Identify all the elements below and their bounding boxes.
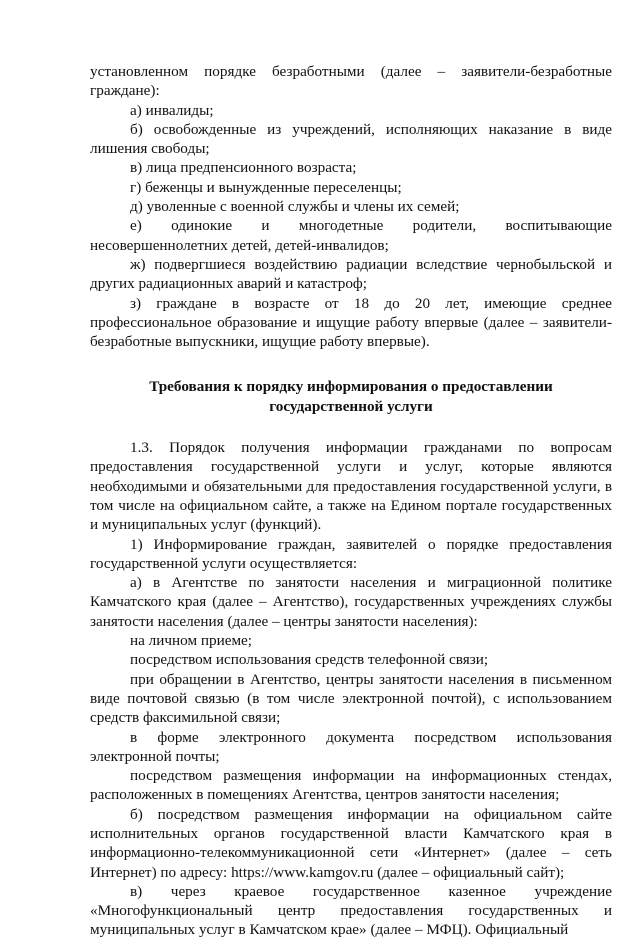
intro-paragraph-continuation: установленном порядке безработными (далее – заявители-безработные граждане): xyxy=(90,63,612,100)
method-info-stands: посредством размещения информации на информационных стендах, расположенных в помещениях Агентства, центров занятости населения; xyxy=(90,767,612,804)
list-item-a: а) инвалиды; xyxy=(130,101,214,119)
list-item-e: е) одинокие и многодетные родители, воспитывающие несовершеннолетних детей, детей-инвалидов; xyxy=(90,217,612,254)
method-written: при обращении в Агентство, центры занятости населения в письменном виде почтовой связью (в том числе электронной почтой), с использованием средств факсимильной связи; xyxy=(90,670,612,727)
list-item-v: в) лица предпенсионного возраста; xyxy=(130,159,357,177)
method-personal-reception: на личном приеме; xyxy=(130,632,253,650)
paragraph-agency: а) в Агентстве по занятости населения и миграционной политике Камчатского края (далее – Агентство), государственных учреждениях службы занятости населения (далее – центры занятости населения): xyxy=(90,574,612,630)
list-item-b: б) освобожденные из учреждений, исполняющих наказание в виде лишения свободы; xyxy=(90,120,612,158)
document-body xyxy=(90,62,612,940)
paragraph-1-3: 1.3. Порядок получения информации гражданами по вопросам предоставления государственной услуги и услуг, которые являются необходимыми и обязательными для предоставления государственной услуги, в том числе на официальном сайте, а также на Едином портале государственных и муниципальных услуг (функций). xyxy=(90,439,612,534)
list-item-g: г) беженцы и вынужденные переселенцы; xyxy=(130,178,402,196)
method-electronic-document: в форме электронного документа посредством использования электронной почты; xyxy=(90,728,612,765)
section-heading: Требования к порядку информирования о предоставлении государственной услуги xyxy=(149,378,553,415)
list-item-zh: ж) подвергшиеся воздействию радиации вследствие чернобыльской и других радиационных аварий и катастроф; xyxy=(90,255,612,293)
paragraph-informing: 1) Информирование граждан, заявителей о порядке предоставления государственной услуги осуществляется: xyxy=(90,535,612,572)
paragraph-mfc: в) через краевое государственное казенное учреждение «Многофункциональный центр предоставления государственных и муниципальных услуг в Камчатском крае» (далее – МФЦ). Официальный xyxy=(90,882,612,939)
list-item-z: з) граждане в возрасте от 18 до 20 лет, имеющие среднее профессиональное образование и ищущие работу впервые (далее – заявители-безработные выпускники, ищущие работу впервые). xyxy=(90,294,612,351)
list-item-d: д) уволенные с военной службы и члены их семей; xyxy=(130,198,460,216)
paragraph-official-site: б) посредством размещения информации на официальном сайте исполнительных органов государственной власти Камчатского края в информационно-телекоммуникационной сети «Интернет» (далее – сеть Интернет) по адресу: https://www.kamgov.ru (далее – официальный сайт); xyxy=(90,805,612,881)
method-telephone: посредством использования средств телефонной связи; xyxy=(130,651,489,669)
